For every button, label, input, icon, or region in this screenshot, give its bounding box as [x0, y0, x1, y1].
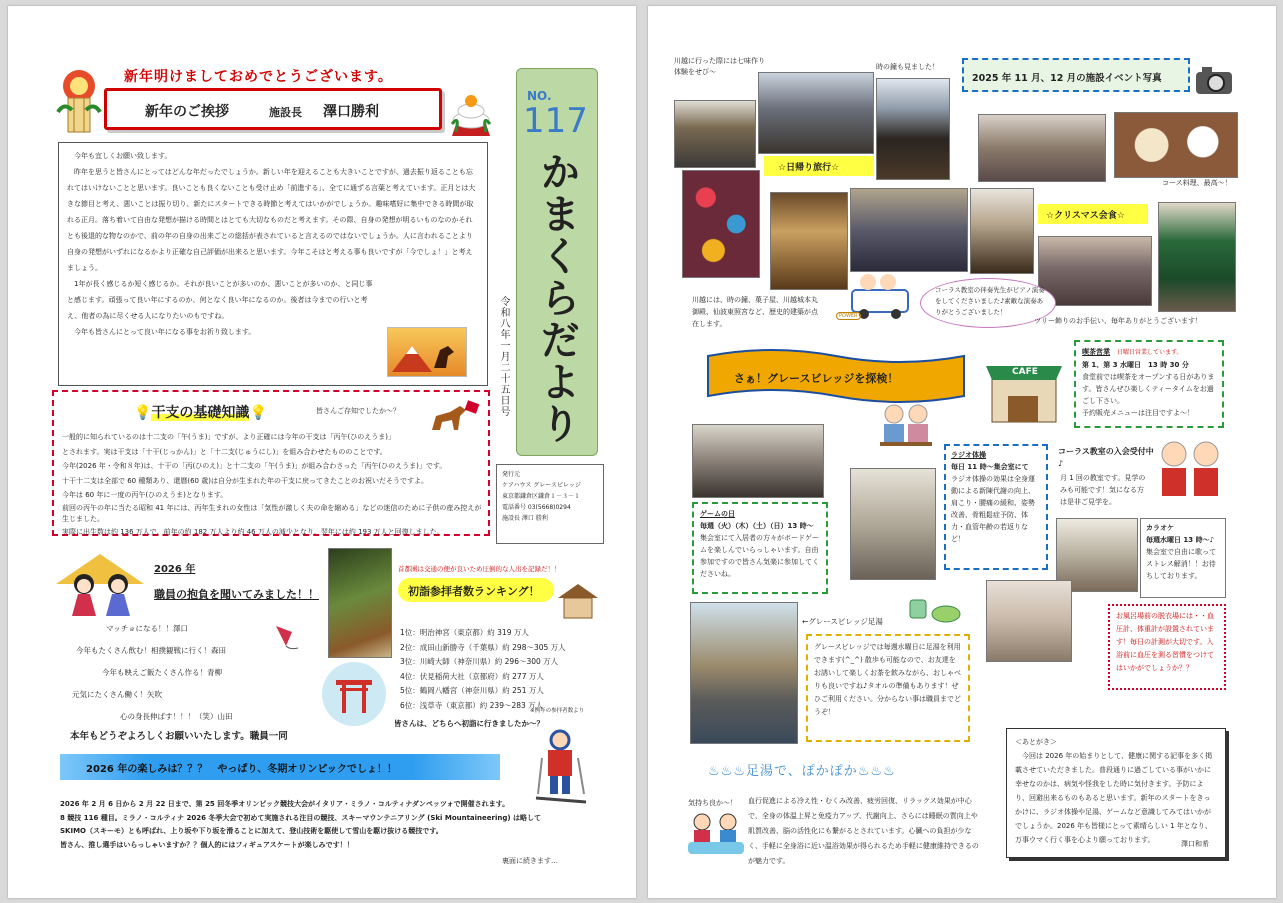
publisher-label: 発行元: [502, 471, 521, 478]
xmas-photo-piano: [970, 188, 1034, 274]
radio-title: ラジオ体操: [951, 451, 986, 459]
bp-text: お風呂場前の脱衣場には・・血圧計、体重計が設置されています！毎日の計測が大切です。入浴前に血圧を測る習慣をつけてはいかがでしょうか？？: [1116, 612, 1214, 672]
eto-title: [134, 402, 267, 422]
greeting-paragraph-3: 1年が長く感じるか短く感じるか。それが良いことが多いのか、悪いことが多いのか、と同じ事と感じます。頑張って良い年にするのか、何となく良い年になるのか。後者は今までの行いと考え、他者の為に尽くせる人になりたいのもですね。: [67, 280, 373, 320]
bp-box: [1108, 604, 1226, 690]
xmas-piano-text: コーラス教室の伴奏先生がピアノ演奏をしてくださいました♪素敵な演奏ありがとうございました！: [935, 286, 1045, 316]
ranking-footnote: ※例年の参拝者数より: [530, 708, 585, 714]
newsletter-name: かまくらだより: [534, 151, 580, 445]
staff-item-1: マッチョになる！！澤口: [106, 624, 188, 633]
greeting-name: 澤口勝利: [323, 104, 379, 120]
explore-banner-text: さぁ！グレースビレッジを探検！: [734, 372, 899, 385]
cafe-illustration: [986, 356, 1062, 426]
staff-item-4: 元気にたくさん働く！矢吹: [72, 690, 162, 699]
eto-line-5: 今年は 60 年に一度の丙午(ひのえうま)となります。: [62, 491, 228, 499]
ranking-note: 首都圏は交通の便が良いため圧倒的な人出を記録だ！！: [398, 565, 561, 573]
trip-caption-2: 時の鐘も見ました！: [876, 63, 939, 71]
issue-no-label: NO.: [527, 89, 552, 103]
issue-date: 令和八年一月二十五日号: [498, 296, 509, 417]
eto-line-7: 実際に出生数は約 136 万人で、前年の約 182 万人より約 46 万人の減少となり、翌年には約 193 万人と回復しました。: [62, 527, 444, 536]
kimono-girl-illustration: [54, 554, 146, 618]
footbath-heading: ♨♨♨足湯で、ぽかぽか♨♨♨: [708, 764, 896, 779]
staff-closing: 本年もどうぞよろしくお願いいたします。職員一同: [70, 731, 288, 742]
lightbulb-icon: 💡: [134, 405, 152, 421]
staff-title: 職員の抱負を聞いてみました！！: [154, 588, 319, 601]
eto-bubble: 皆さんご存知でしたか～？: [316, 407, 400, 415]
chorus-desc: 月 1 回の教室です。見学のみも可能です！気になる方は是非ご見学を。: [1060, 474, 1146, 506]
eto-line-4: 十干十二支は全部で 60 種類あり、還暦(60 歳)は自分が生まれた年の干支に戻ってきたことのお祝いだそうですよ。: [62, 476, 428, 485]
kite-icon: [270, 624, 300, 652]
game-time: 毎週（火）（木）（土）（日）13 時～: [700, 522, 814, 530]
ranking-title-frame: [398, 578, 554, 602]
kadomatsu-decoration: [54, 68, 104, 138]
trip-caption-1: 川越に行った際には七味作り体験をせび～: [674, 57, 765, 76]
issue-number: 117: [523, 101, 588, 141]
ranking-item-5: 5位：鶴岡八幡宮（神奈川県）約 251 万人: [400, 686, 544, 695]
greeting-paragraph-1: 今年も宜しくお願い致します。: [74, 152, 172, 160]
karaoke-desc: 集会室で自由に歌ってストレス解消！！お待ちしております。: [1146, 548, 1216, 580]
cafe-line-1: 食堂前では喫茶をオープンする日があります。皆さんぜひ楽しくティータイムをお過ごし下さい。: [1082, 373, 1215, 405]
xmas-photo-residents: [1038, 236, 1152, 306]
afterword-sign: 澤口和希: [1181, 840, 1209, 848]
kadomatsu-photo: [328, 548, 392, 658]
torii-illustration: [322, 662, 386, 726]
greeting-banner: 新年明けましておめでとうございます。: [124, 69, 393, 85]
trip-label-bg: [764, 156, 874, 176]
staff-year: 2026 年: [154, 564, 196, 575]
cafe-title: 喫茶営業: [1082, 348, 1110, 356]
afterword-box: [1006, 728, 1226, 858]
greeting-title-frame: [104, 88, 442, 130]
cafe-line-2: 予約販売メニューは注目ですよ～！: [1082, 409, 1194, 417]
bus-label: POWER: [836, 312, 861, 320]
ranking-question: 皆さんは、どちらへ初詣に行きましたか～？: [394, 719, 544, 728]
trip-photo-umbrellas: [682, 170, 760, 278]
olympic-headline: 2026 年の楽しみは？？？ やっぱり、冬期オリンピックでしょ！！: [86, 764, 397, 775]
publisher-phone: 電話番号 03(5668)0294: [502, 504, 571, 511]
ranking-item-1: 1位：明治神宮（東京都）約 319 万人: [400, 628, 529, 637]
xmas-photo-tree: [1158, 202, 1236, 312]
cafe-box: [1074, 340, 1224, 428]
xmas-tree-caption: ツリー飾りのお手伝い、毎年ありがとうございます！: [1034, 317, 1202, 325]
xmas-label: ☆クリスマス会食☆: [1046, 211, 1125, 221]
footbath-box: [806, 634, 970, 742]
trip-label: ☆日帰り旅行☆: [778, 163, 840, 173]
trip-photo-bell-tower: [876, 78, 950, 180]
ranking-item-2: 2位：成田山新勝寺（千葉県）約 298～305 万人: [400, 642, 566, 652]
eto-line-1: 一般的に知られているのは十二支の「午(うま)」ですが、より正確には今年の干支は「丙午(ひのえうま)」: [62, 433, 395, 441]
staff-item-5: 心の身長伸ばす！！！（笑）山田: [120, 712, 233, 721]
game-box: [692, 502, 828, 594]
radio-time: 毎日 11 時～集会室にて: [951, 463, 1029, 471]
karaoke-box: [1140, 518, 1226, 598]
greeting-text-box: [58, 142, 488, 386]
game-desc: 集会室にて入居者の方々がボードゲームを楽しんでいらっしゃいます。自由参加ですので皆さん気楽に参加してくださいね。: [700, 534, 819, 578]
newsletter-page-front: [8, 6, 636, 898]
footbath-label: ←グレースビレッジ足湯: [802, 617, 883, 626]
ranking-item-4: 4位：伏見稲荷大社（京都府）約 277 万人: [400, 671, 544, 681]
cafe-time: 第 1、第 3 水曜日 13 時 30 分: [1082, 361, 1189, 369]
publisher-box: [496, 464, 604, 544]
ranking-item-6: 6位：浅草寺（東京都）約 239～283 万人: [400, 700, 544, 710]
afterword-title: ＜あとがき＞: [1015, 738, 1057, 746]
ranking-title: 初詣参拝者数ランキング！: [408, 585, 540, 598]
radio-desc: ラジオ体操の効果は全身運動による新陳代謝の向上、肩こり・腰痛の緩和、姿勢改善、骨粗鬆症予防、体力・血管年齢の若返りなど！: [951, 475, 1035, 543]
eto-line-2: とされます。実は干支は「十干(じっかん)」と「十二支(じゅうにし)」を組み合わせたもののことです。: [62, 447, 387, 456]
trip-photo-shop: [770, 192, 848, 290]
explore-banner: [706, 346, 966, 406]
continued-note: 裏面に続きます…: [502, 857, 558, 865]
karaoke-title: カラオケ: [1146, 524, 1174, 532]
karaoke-time: 毎週水曜日 13 時～♪: [1146, 536, 1215, 544]
trip-photo-shichimi: [674, 100, 756, 168]
xmas-course-caption: コース料理、最高～！: [1162, 179, 1232, 187]
olympic-line-3: SKIMO（スキーモ）とも呼ばれ、上り坂や下り坂を滑ることに加えて、登山技術を駆使して雪山を駆け抜ける競技です。: [60, 827, 443, 835]
trip-photo-group: [850, 188, 968, 272]
game-photo: [692, 424, 824, 498]
shrine-icon: [556, 582, 600, 620]
greeting-title: 新年のご挨拶: [145, 104, 229, 120]
cafe-sign: CAFE: [1012, 367, 1038, 377]
issue-scroll: [516, 68, 598, 456]
footbath-body: 血行促進による冷え性・むくみ改善、疲労回復、リラックス効果が中心で、全身の体温上昇と免疫力アップ、代謝向上、さらには睡眠の質向上や肌質改善、脳の活性化にも繋がるとされています。心臓への負担が少なく、手軽に全身浴に近い温浴効果が得られるため手軽に健康維持できるのが魅力です。: [748, 797, 979, 865]
event-header-box: [962, 58, 1190, 92]
publisher-name: ケアハウス グレースビレッジ: [502, 482, 581, 489]
kagami-mochi-decoration: [448, 84, 494, 142]
tea-icon: [906, 590, 962, 624]
greeting-paragraph-4: 今年も皆さんにとって良い年になる事をお祈り致します。: [74, 328, 256, 336]
eto-line-6: 前回の丙午の年に当たる昭和 41 年には、丙年生まれの女性は「気性が激しく夫の命を縮める」などの迷信のために子供の産み控えが生じました。: [62, 503, 482, 523]
xmas-photo-course: [1114, 112, 1238, 178]
publisher-address: 東京都鎌倉区鎌倉１－３－１: [502, 493, 581, 500]
skier-illustration: [534, 728, 590, 804]
ranking-item-3: 3位：川崎大師（神奈川県）約 296～300 万人: [400, 657, 559, 666]
footbath-kimochi: 気持ち良か～！: [688, 799, 737, 807]
footbath-kids-illustration: [688, 810, 744, 856]
eto-section: [52, 390, 490, 536]
olympic-line-4: 皆さん、推し選手はいらっしゃいますか？？個人的にはフィギュアスケートが楽しみです！！: [60, 840, 354, 849]
publisher-director: 施設長 澤口 勝利: [502, 515, 548, 522]
lightbulb-icon-right: 💡: [249, 405, 267, 421]
xmas-photo-dining: [978, 114, 1106, 182]
horse-fuji-image: [387, 327, 467, 377]
greeting-paragraph-2: 昨年を思うと皆さんにとってはどんな年だったでしょうか。新しい年を迎えることも大きいことですが、過去振り返ることも忘れてはいけないことと思います。良いことも良くないことも受け止め「前進する」、全てに通ずる言葉と考えています。正月とは大きな節目と考え、悪いことは振り切り、新たにスタートできる時節と考えてはいかがでしょうか。趣味嗜好に集中できる時間が取れる正月。落ち着いて自由な発想が描ける時間とはとても大切なものだと考えます。その際、自身の発想が明るいものなのかそれとも後退的な物なのかで、前の年の自身の出来ごとの総括が表されていると言えるのではないでしょうか。人に言われることより自身の発想がいずれになるかより正確な自己評価が出来ると思います。今年こそはと考える事も良いですが「今でしょ！」と考えましょう。: [67, 168, 476, 272]
olympic-headline-bar: [60, 754, 500, 780]
radio-exercise-photo: [850, 468, 936, 580]
camera-icon: [1194, 64, 1234, 96]
olympic-line-1: 2026 年 2 月 6 日から 2 月 22 日まで、第 25 回冬季オリンピック競技大会がイタリア・ミラノ・コルティナダンペッツォで開催されます。: [60, 800, 510, 808]
staff-item-3: 今年も映えご飯たくさん作る！青柳: [102, 668, 222, 677]
radio-box: [944, 444, 1048, 570]
footbath-desc: グレースビレッジでは毎週水曜日に足湯を利用できます(^_^) 散歩も可能なので、お友達をお誘いして楽しくお茶を飲みながら、おしゃべりも良いですね♪タオルの準備もあります！ぜひご利用ください。分からない事は職員までどうぞ！: [814, 643, 961, 716]
event-header: 2025 年 11 月、12 月の施設イベント写真: [972, 73, 1162, 84]
chorus-illustration: [1154, 436, 1228, 500]
newsletter-page-back: [648, 6, 1276, 898]
scale-photo: [986, 580, 1072, 662]
eto-line-3: 今年(2026 年・令和８年)は、十干の「丙(ひのえ)」と十二支の「午(うま)」が組み合わさった「丙午(ひのえうま)」です。: [62, 462, 447, 470]
olympic-line-2: 8 競技 116 種目。ミラノ・コルティナ 2026 冬季大会で初めて実施される注目の競技、スキーマウンテニアリング (Ski Mountaineering) は略して: [60, 813, 542, 822]
game-title: ゲームの日: [700, 510, 735, 518]
trip-photo-street: [758, 72, 874, 154]
greeting-role: 施設長: [269, 106, 302, 119]
elderly-couple-illustration: [876, 402, 936, 454]
eto-title-text: 干支の基礎知識: [151, 405, 250, 421]
chorus-title: コーラス教室の入会受付中♪: [1058, 447, 1154, 468]
afterword-body: 今回は 2026 年の始まりとして、健康に関する記事を多く掲載させていただきました。普段通りに過ごしている事がいかに幸せなのかは、病気や怪我をした時に気付きます。予防により、回避出来るものもあると思います。新年のスタートをきっかけに、ラジオ体操や足湯、ゲームなど意識してみてはいかがでしょうか。2026 年も皆様にとって素晴らしい 1 年となり、万事ウマく行く事を心より願っております。: [1015, 752, 1213, 844]
footbath-photo: [690, 602, 798, 744]
trip-desc: 川越には、時の鐘、菓子屋、川越城本丸御殿、仙波東照宮など、歴史的建築が点在します。: [692, 296, 818, 328]
staff-item-2: 今年もたくさん飲む！相撲観戦に行く！森田: [76, 646, 226, 655]
cafe-subtitle: 日曜日営業しています。: [1117, 349, 1183, 356]
xmas-label-bg: [1038, 204, 1148, 224]
